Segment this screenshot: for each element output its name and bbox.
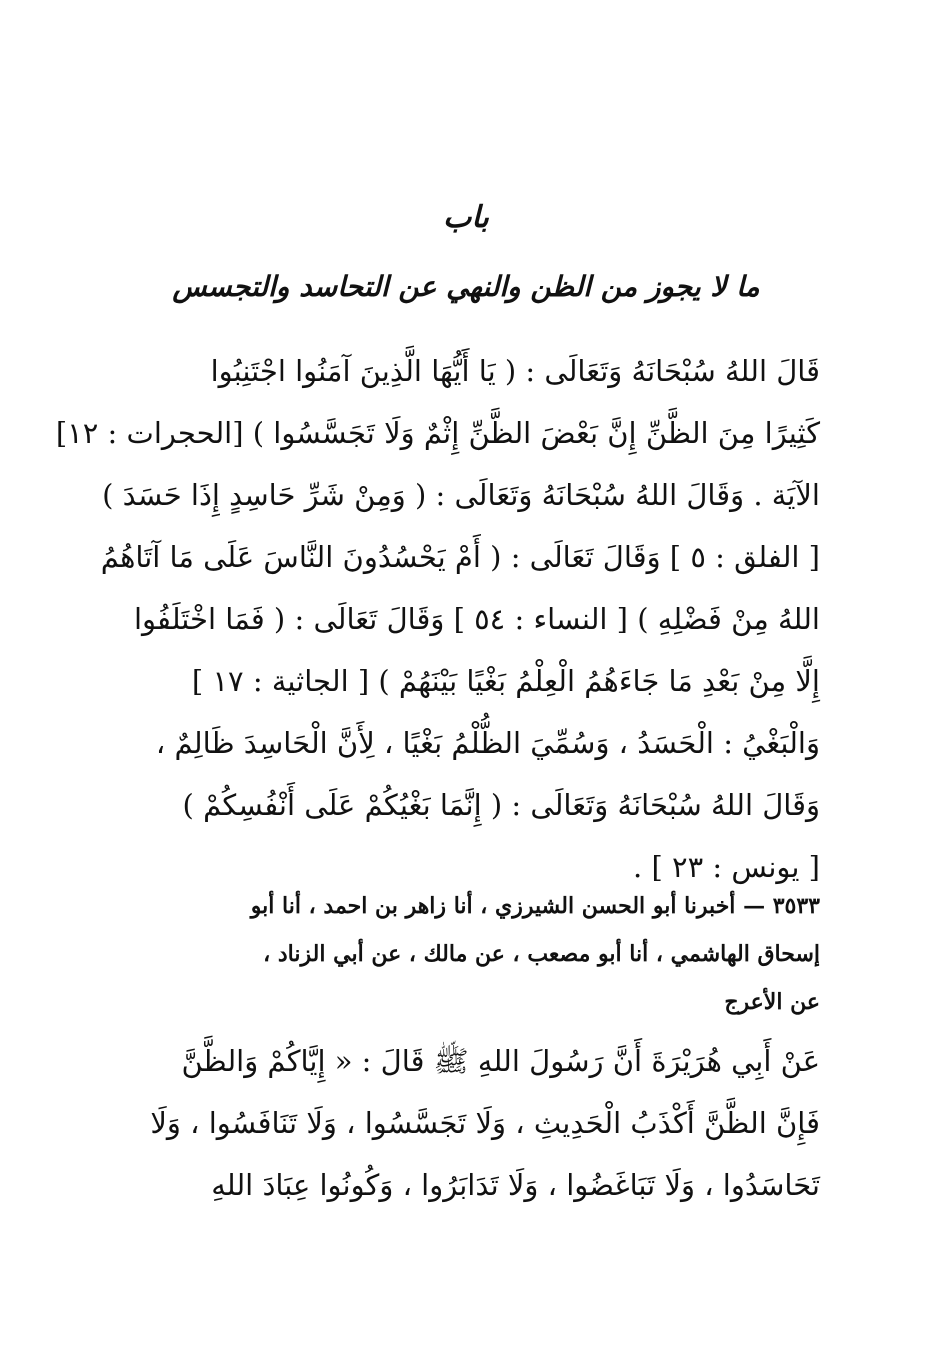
quran-verses-paragraph bbox=[55, 340, 820, 898]
paragraph-line: [ الفلق : ٥ ] وَقَالَ تَعَالَى : ( أَمْ يَحْسُدُونَ النَّاسَ عَلَى مَا آتَاهُمُ bbox=[100, 540, 820, 574]
hadith-line: تَحَاسَدُوا ، وَلَا تَبَاغَضُوا ، وَلَا تَدَابَرُوا ، وَكُونُوا عِبَادَ اللهِ bbox=[211, 1168, 820, 1202]
paragraph-line: اللهُ مِنْ فَضْلِهِ ) [ النساء : ٥٤ ] وَقَالَ تَعَالَى : ( فَمَا اخْتَلَفُوا bbox=[133, 602, 820, 636]
paragraph-line: قَالَ اللهُ سُبْحَانَهُ وَتَعَالَى : ( يَا أَيُّهَا الَّذِينَ آمَنُوا اجْتَنِبُوا bbox=[210, 354, 820, 388]
chapter-label: باب bbox=[443, 200, 489, 235]
paragraph-line: [ يونس : ٢٣ ] . bbox=[633, 850, 820, 884]
hadith-text-paragraph bbox=[150, 1030, 820, 1216]
paragraph-line: الآيَة . وَقَالَ اللهُ سُبْحَانَهُ وَتَعَالَى : ( وَمِنْ شَرِّ حَاسِدٍ إِذَا حَسَدَ ) bbox=[102, 478, 820, 512]
paragraph-line: وَقَالَ اللهُ سُبْحَانَهُ وَتَعَالَى : ( إِنَّمَا بَغْيُكُمْ عَلَى أَنْفُسِكُمْ ) bbox=[182, 788, 820, 822]
paragraph-line: كَثِيرًا مِنَ الظَّنِّ إِنَّ بَعْضَ الظَّنِّ إِثْمٌ وَلَا تَجَسَّسُوا ) [الحجرات : ١٢] bbox=[55, 416, 820, 450]
isnad-paragraph bbox=[160, 882, 820, 1026]
isnad-line: ٣٥٣٣ — أخبرنا أبو الحسن الشيرزي ، أنا زاهر بن احمد ، أنا أبو bbox=[250, 893, 820, 919]
hadith-line: عَنْ أَبِي هُرَيْرَةَ أَنَّ رَسُولَ اللهِ ﷺ قَالَ : « إِيَّاكُمْ وَالظَّنَّ bbox=[181, 1044, 820, 1078]
hadith-line: فَإِنَّ الظَّنَّ أَكْذَبُ الْحَدِيثِ ، وَلَا تَجَسَّسُوا ، وَلَا تَنَافَسُوا ، وَلَا bbox=[150, 1106, 820, 1140]
paragraph-line: إِلَّا مِنْ بَعْدِ مَا جَاءَهُمُ الْعِلْمُ بَغْيًا بَيْنَهُمْ ) [ الجاثية : ١٧ ] bbox=[191, 664, 820, 698]
isnad-line: إسحاق الهاشمي ، أنا أبو مصعب ، عن مالك ، عن أبي الزناد ، bbox=[263, 941, 820, 967]
chapter-title: ما لا يجوز من الظن والنهي عن التحاسد والتجسس bbox=[172, 270, 760, 303]
paragraph-line: وَالْبَغْيُ : الْحَسَدُ ، وَسُمِّيَ الظُّلْمُ بَغْيًا ، لِأَنَّ الْحَاسِدَ ظَالِمٌ ، bbox=[155, 726, 820, 760]
isnad-line: عن الأعرج bbox=[724, 989, 820, 1015]
